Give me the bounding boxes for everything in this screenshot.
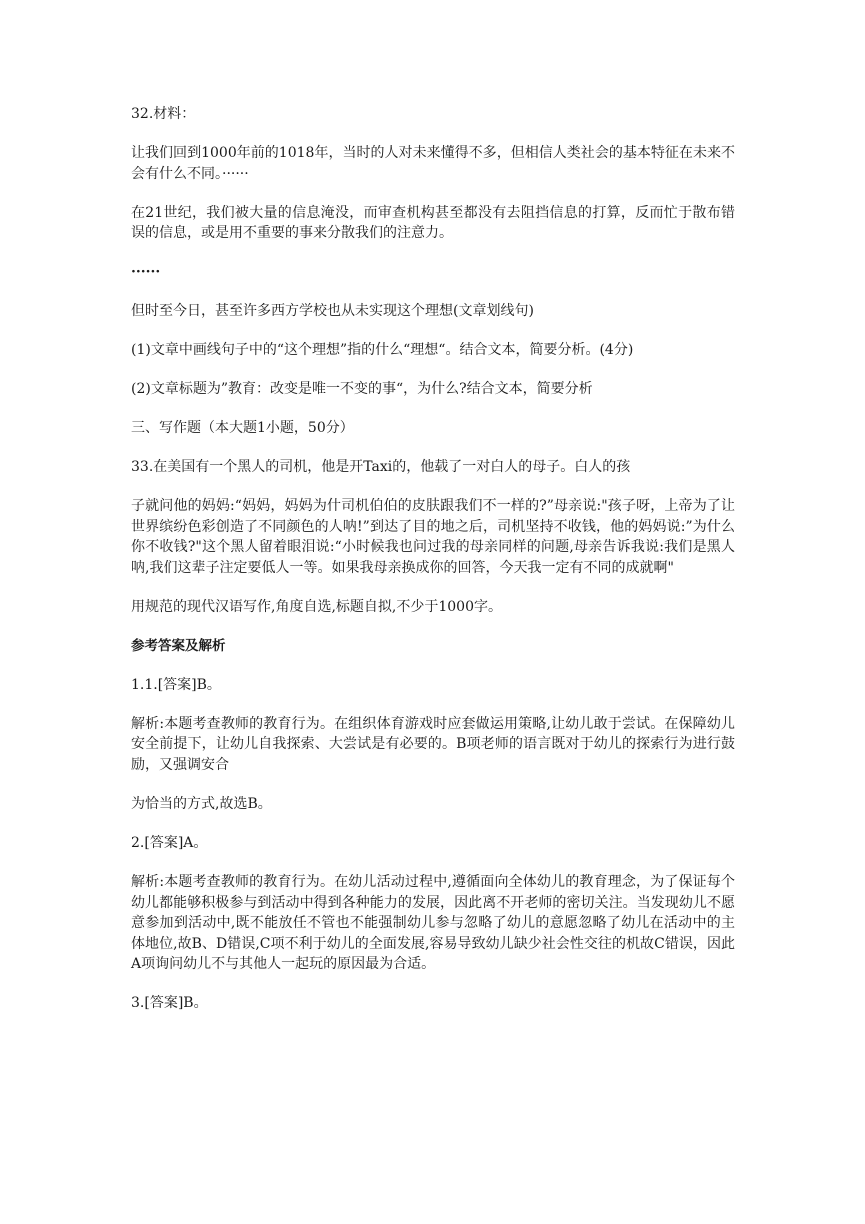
answers-heading: 参考答案及解析 xyxy=(131,637,226,654)
answer-1: 1.1.[答案]B。 xyxy=(131,676,221,693)
question-33-prompt: 33.在美国有一个黑人的司机，他是开Taxi的，他载了一对白人的母子。白人的孩 xyxy=(131,459,631,476)
ellipsis-separator: ······ xyxy=(131,264,161,281)
writing-requirements: 用规范的现代汉语写作,角度自选,标题自拟,不少于1000字。 xyxy=(131,598,502,615)
section-writing-title: 三、写作题（本大题1小题，50分） xyxy=(131,420,354,437)
analysis-1-continued: 为恰当的方式,故选B。 xyxy=(131,795,272,812)
sub-question-1: (1)文章中画线句子中的“这个理想”指的什么“理想“。结合文本，简要分析。(4分) xyxy=(131,342,634,359)
sub-question-2: (2)文章标题为”教育：改变是唯一不变的事“，为什么?结合文本，简要分析 xyxy=(131,381,593,398)
material-paragraph-1: 让我们回到1000年前的1018年，当时的人对未来懂得不多，但相信人类社会的基本特征在未来不会有什么不同。······ xyxy=(131,144,735,182)
question-33-story: 子就问他的妈妈:“妈妈，妈妈为什司机伯伯的皮肤跟我们不一样的?”母亲说:"孩子呀，上帝为了让世界缤纷色彩创造了不同颜色的人呐!”到达了目的地之后，司机坚持不收钱，他的妈妈说:”为什么你不收钱?"这个黑人留着眼泪说:“小时候我也问过我的母亲同样的问题,母亲告诉我说:我们是黑人呐,我们这辈子注定要低人一等。如果我母亲换成你的回答，今天我一定有不同的成就啊" xyxy=(131,498,735,576)
answer-2: 2.[答案]A。 xyxy=(131,834,208,851)
answer-3: 3.[答案]B。 xyxy=(131,995,208,1012)
underlined-sentence: 但时至今日，甚至许多西方学校也从未实现这个理想(文章划线句) xyxy=(131,303,534,320)
question-32-label: 32.材料： xyxy=(131,106,196,122)
analysis-1: 解析:本题考查教师的教育行为。在组织体育游戏时应套做运用策略,让幼儿敢于尝试。在保障幼儿安全前提下，让幼儿自我探索、大尝试是有必要的。B项老师的语言既对于幼儿的探索行为进行鼓励，又强调安合 xyxy=(131,715,735,773)
analysis-2: 解析:本题考查教师的教育行为。在幼儿活动过程中,遵循面向全体幼儿的教育理念，为了保证每个幼儿都能够积极参与到活动中得到各种能力的发展，因此离不开老师的密切关注。当发现幼儿不愿意参加到活动中,既不能放任不管也不能强制幼儿参与忽略了幼儿的意愿忽略了幼儿在活动中的主体地位,故B、D错误,C项不利于幼儿的全面发展,容易导致幼儿缺少社会性交往的机故C错误，因此A项询问幼儿不与其他人一起玩的原因最为合适。 xyxy=(131,873,735,973)
material-paragraph-2: 在21世纪，我们被大量的信息淹没，而审查机构甚至都没有去阻挡信息的打算，反而忙于散布错误的信息，或是用不重要的事来分散我们的注意力。 xyxy=(131,204,735,242)
document-body xyxy=(131,104,735,1032)
